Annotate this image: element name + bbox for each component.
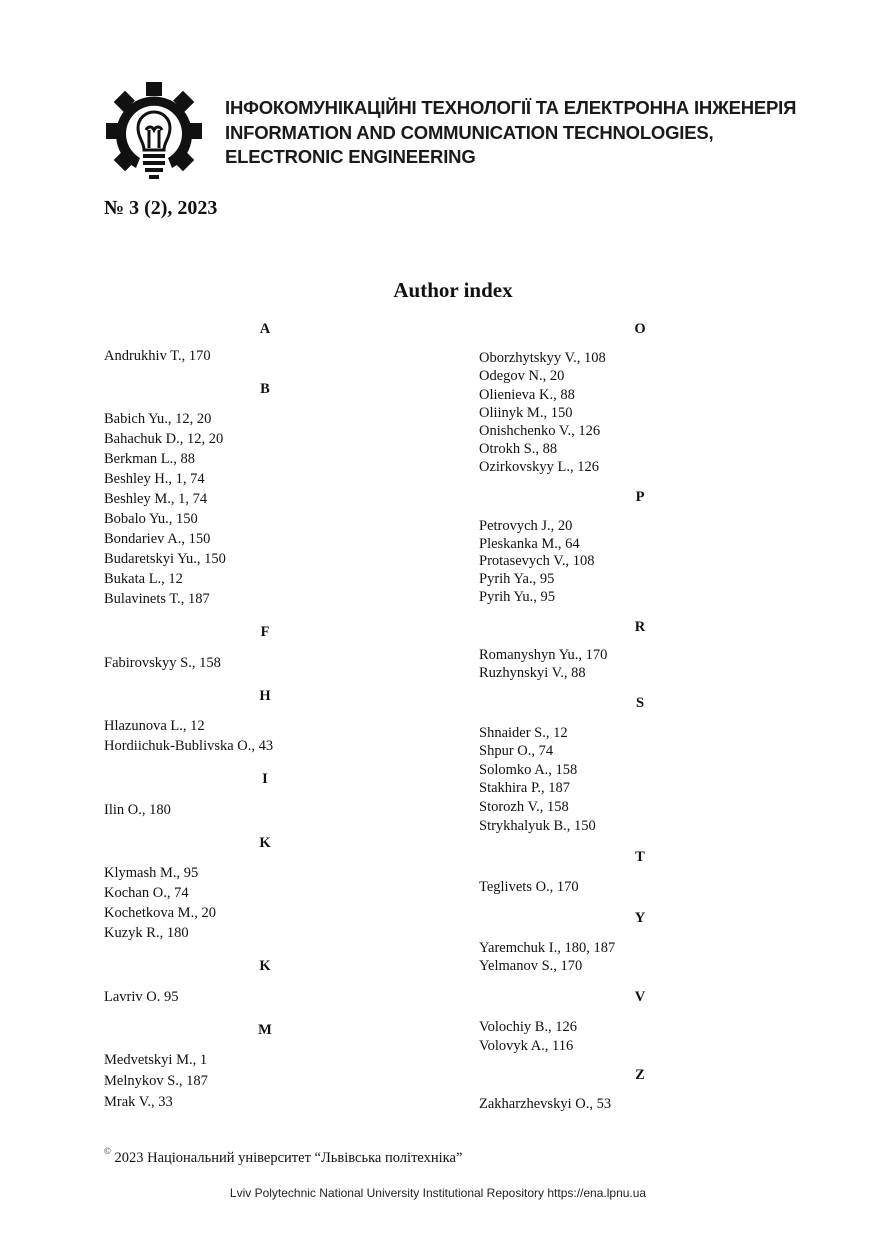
author-entry: Petrovych J., 20 (479, 518, 573, 534)
author-entry: Strykhalyuk B., 150 (479, 818, 596, 834)
author-entry: Andrukhiv T., 170 (104, 348, 211, 364)
author-entry: Oliinyk M., 150 (479, 405, 573, 421)
author-entry: Oborzhytskyy V., 108 (479, 350, 606, 366)
section-letter: Y (634, 910, 646, 926)
copyright-symbol: © (104, 1146, 111, 1156)
journal-title-en-line2: ELECTRONIC ENGINEERING (225, 146, 476, 167)
author-entry: Lavriv O. 95 (104, 989, 179, 1005)
author-entry: Odegov N., 20 (479, 368, 565, 384)
author-entry: Bukata L., 12 (104, 571, 183, 587)
section-letter: A (259, 321, 271, 337)
section-letter: B (260, 381, 270, 397)
page-title: Author index (393, 278, 513, 302)
author-entry: Volovyk A., 116 (479, 1038, 574, 1054)
author-entry: Bobalo Yu., 150 (104, 511, 198, 527)
section-letter: H (259, 688, 271, 704)
issue-number: № 3 (2), 2023 (104, 197, 218, 219)
author-entry: Stakhira P., 187 (479, 780, 571, 796)
author-entry: Ozirkovskyy L., 126 (479, 459, 600, 475)
section-letter: Z (635, 1067, 645, 1083)
section-letter: M (258, 1022, 272, 1038)
author-entry: Beshley M., 1, 74 (104, 491, 208, 507)
author-entry: Volochiy B., 126 (479, 1019, 578, 1035)
copyright-text: 2023 Національний університет “Львівська політехніка” (110, 1149, 463, 1166)
author-entry: Pyrih Yu., 95 (479, 589, 555, 605)
author-entry: Olienieva K., 88 (479, 387, 575, 403)
author-entry: Kuzyk R., 180 (104, 925, 189, 941)
author-entry: Fabirovskyy S., 158 (104, 655, 221, 671)
author-entry: Protasevych V., 108 (479, 553, 595, 569)
author-entry: Kochan O., 74 (104, 885, 189, 901)
section-letter: T (635, 849, 645, 865)
author-entry: Bahachuk D., 12, 20 (104, 431, 224, 447)
author-entry: Yaremchuk I., 180, 187 (479, 940, 616, 956)
copyright-notice (104, 1148, 462, 1167)
author-entry: Medvetskyi M., 1 (104, 1052, 208, 1068)
section-letter: P (635, 489, 645, 505)
author-entry: Pyrih Ya., 95 (479, 571, 555, 587)
section-letter: S (635, 695, 645, 711)
author-entry: Ruzhynskyi V., 88 (479, 665, 586, 681)
author-entry: Shnaider S., 12 (479, 725, 568, 741)
author-entry: Klymash M., 95 (104, 865, 199, 881)
author-entry: Ilin O., 180 (104, 802, 171, 818)
author-entry: Budaretskyi Yu., 150 (104, 551, 226, 567)
section-letter: V (634, 989, 646, 1005)
author-entry: Teglivets O., 170 (479, 879, 579, 895)
author-entry: Solomko A., 158 (479, 762, 578, 778)
section-letter: F (260, 624, 270, 640)
section-letter: O (634, 321, 646, 337)
author-entry: Storozh V., 158 (479, 799, 569, 815)
author-entry: Mrak V., 33 (104, 1094, 173, 1110)
section-letter: I (262, 771, 268, 787)
section-letter: R (634, 619, 646, 635)
author-entry: Hlazunova L., 12 (104, 718, 205, 734)
author-entry: Bulavinets T., 187 (104, 591, 210, 607)
author-entry: Hordiichuk-Bublivska O., 43 (104, 738, 274, 754)
author-entry: Yelmanov S., 170 (479, 958, 583, 974)
journal-title-en-line1: INFORMATION AND COMMUNICATION TECHNOLOGIES, (225, 122, 714, 143)
repository-footer: Lviv Polytechnic National University Institutional Repository https://ena.lpnu.ua (229, 1186, 647, 1200)
author-entry: Bondariev A., 150 (104, 531, 211, 547)
journal-title-ua: ІНФОКОМУНІКАЦІЙНІ ТЕХНОЛОГІЇ ТА ЕЛЕКТРОННА ІНЖЕНЕРІЯ (225, 97, 797, 118)
gear-lightbulb-logo-icon (106, 82, 202, 180)
author-entry: Zakharzhevskyi O., 53 (479, 1096, 612, 1112)
author-entry: Onishchenko V., 126 (479, 423, 601, 439)
section-letter: K (259, 958, 271, 974)
author-entry: Romanyshyn Yu., 170 (479, 647, 608, 663)
author-entry: Beshley H., 1, 74 (104, 471, 205, 487)
author-entry: Berkman L., 88 (104, 451, 196, 467)
author-entry: Pleskanka M., 64 (479, 536, 580, 552)
section-letter: K (259, 835, 271, 851)
author-entry: Kochetkova M., 20 (104, 905, 216, 921)
author-entry: Melnykov S., 187 (104, 1073, 208, 1089)
author-entry: Shpur O., 74 (479, 743, 554, 759)
author-entry: Otrokh S., 88 (479, 441, 558, 457)
author-entry: Babich Yu., 12, 20 (104, 411, 212, 427)
